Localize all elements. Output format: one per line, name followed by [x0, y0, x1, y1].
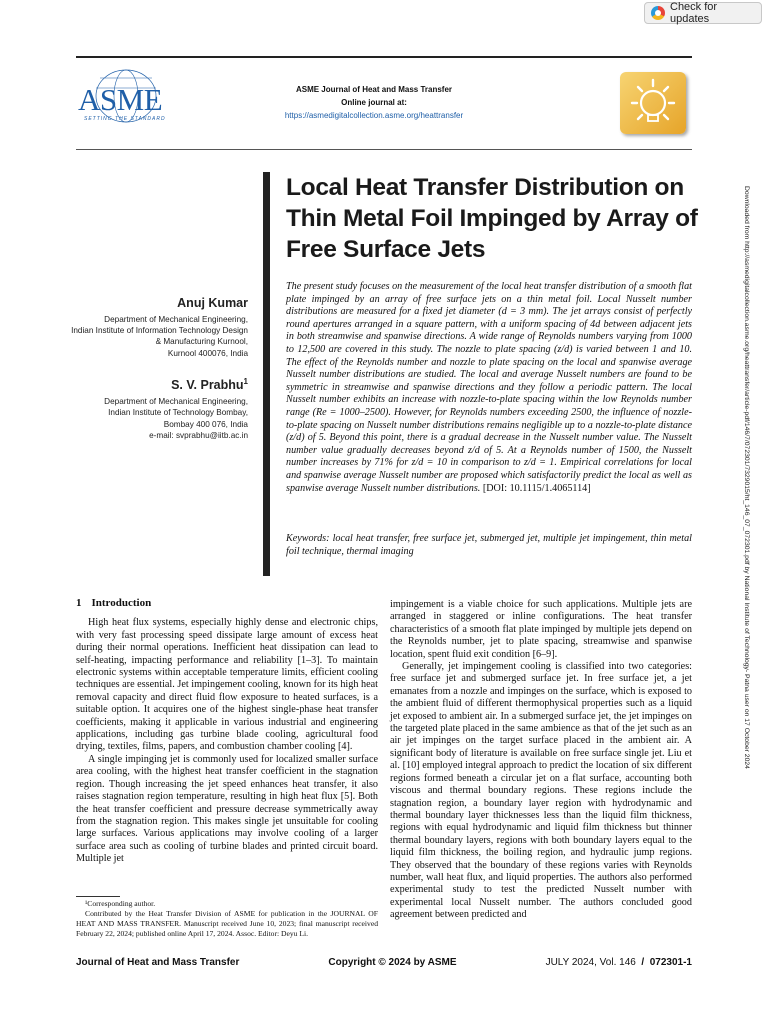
check-for-updates-button[interactable]: [644, 2, 762, 24]
abstract: [286, 281, 692, 495]
author-affiliation-line: Kurnool 400076, India: [167, 348, 248, 358]
asme-logo-tagline: SETTING THE STANDARD: [84, 116, 166, 122]
author-affiliation-line: Department of Mechanical Engineering,: [104, 315, 248, 324]
author-affiliation-line: & Manufacturing Kurnool,: [155, 337, 248, 347]
body-paragraph: Generally, jet impingement cooling is classified into two categories: free surface jet and submerged surface jet. In free surface jet, a jet emanates from a nozzle and impinges on the surface, which is exposed to the ambient fluid of different thermophysical properties such as a liquid jet exposed to ambient air. In a submerged surface jet, the jet impinges on the targeted plate placed in the same ambience as that of the jet such as an air jet impinges on the target surface placed in the ambient air. A significant body of literature is available on free surface single jet. Liu et al. [10] employed integral approach to predict the location of six different regions formed beneath a circular jet on a flat surface, accounting both viscous and thermal boundary regions. These regions include the stagnation region, a boundary layer region with hydrodynamic and thermal boundary layer thicknesses less than the liquid film thickness, regions with equal hydrodynamic and liquid film thickness but thinner thermal boundary layers, regions with both boundary layers equal to the liquid film thickness, the boiling region, and hydraulic jump regions. They observed that the boundary of these regions varies with Reynolds number, wall heat flux, and liquid properties. The authors also performed experimental study to test the predicted Nusselt number with experimental local Nusselt number. The authors concluded good agreement between predicted and: [390, 661, 692, 921]
doi-link[interactable]: [DOI: 10.1115/1.4065114]: [482, 482, 591, 494]
body-paragraph: impingement is a viable choice for such applications. Multiple jets are arranged in staggered or inline configurations. The heat transfer characteristics of a smooth flat plate impinged by multiple jets depend on the Reynolds number, jet to plate spacing, streamwise and spanwise location, spent fluid exit condition [6–9].: [390, 599, 692, 660]
crossmark-icon: [651, 6, 665, 20]
page-footer: [76, 957, 692, 968]
footnotes: [76, 899, 378, 939]
footer-issue-page: JULY 2024, Vol. 146 / 072301-1: [545, 957, 692, 968]
author-affiliation-line: Bombay 400 076, India: [163, 419, 248, 429]
online-journal-label: Online journal at:: [341, 98, 407, 107]
asme-logo-text: ASME: [78, 82, 163, 117]
body-column-right: [390, 599, 692, 922]
author-email-link[interactable]: e-mail: svprabhu@iitb.ac.in: [149, 430, 248, 440]
journal-url-link[interactable]: https://asmedigitalcollection.asme.org/heattransfer: [284, 111, 464, 120]
abstract-text: The present study focuses on the measurement of the local heat transfer distribution of a smooth flat plate impinged by an array of free surface jets on a thin metal foil. Local Nusselt number distributions are measured for a fixed jet diameter (d = 3 mm). The jet arrays consist of perfectly round apertures arranged in a square pattern, with a uniform spacing of 4d between adjacent jets in both streamwise and spanwise directions. A wide range of Reynolds numbers varying from 1000 to 12,500 are covered in this study. The nozzle to plate spacing (z/d) is varied between 1 and 10. The effect of the Reynolds number and nozzle to plate spacing on the local and spanwise average Nusselt number distributions are studied. The local and average Nusselt numbers are found to be symmetric in streamwise and spanwise directions and they follow a periodic pattern. The local Nusselt number exhibits an increase with nozzle-to-plate spacing within the low Reynolds number range (Re = 1000–2500). However, for Reynolds numbers exceeding 2500, the influence of nozzle-to-plate spacing on Nusselt number distributions remains negligible up to a nozzle-to-plate distance (z/d) of 5. Beyond this point, there is a gradual decrease in the Nusselt number value. The Nusselt number value gradually decreases beyond z/d of 5. At a Reynolds number of 1500, the Nusselt number increases by 71% for z/d = 10 in comparison to z/d = 1. Empirical correlations for local and spanwise average Nusselt number are proposed which satisfactorily predict the local as well as spanwise average Nusselt number distributions.: [286, 281, 692, 494]
journal-header: [240, 83, 508, 122]
download-watermark: Downloaded from http://asmedigitalcollection.asme.org/heattransfer/article-pdf/146/7/072301/7329015/ht_146_07_072301.pdf by National Institute of Technology- Patna user on 17 October 2024: [743, 186, 750, 769]
header-bottom-rule: [76, 149, 692, 150]
title-accent-bar: [263, 172, 270, 576]
footer-journal-name: Journal of Heat and Mass Transfer: [76, 957, 240, 968]
header-top-rule: [76, 56, 692, 58]
footnote-rule: [76, 896, 120, 897]
body-column-left: [76, 597, 378, 866]
footnote-corresponding: ¹Corresponding author.: [85, 899, 156, 908]
journal-name: ASME Journal of Heat and Mass Transfer: [295, 85, 453, 94]
author-affiliation-line: Department of Mechanical Engineering,: [104, 397, 248, 407]
journal-cover-icon: [620, 72, 686, 134]
author-name: Anuj Kumar: [177, 296, 248, 310]
author-affiliation-line: Indian Institute of Technology Bombay,: [108, 408, 248, 418]
check-for-updates-label: Check for updates: [670, 1, 718, 25]
corresponding-author-mark: 1: [243, 377, 248, 386]
body-paragraph: High heat flux systems, especially highly dense and electronic chips, with very fast processing speed dissipate large amount of excess heat during their normal operations. Inefficient heat dissipation can lead to self-heating, impacting performance and reliability [1–3]. To maintain electronic systems within acceptable temperature limits, efficient cooling techniques are essential. Jet impingement cooling, known for its high heat removal capacity and direct fluid flow exposure to heated surfaces, is a suitable option. It acquires one of the highest single-phase heat transfer coefficients, making it applicable in various industrial and engineering applications, including gas turbine blade cooling, agricultural food drying, textiles, films, papers, and combustion chamber cooling [4].: [76, 617, 378, 753]
sun-lightbulb-icon: [620, 72, 686, 134]
author-block-2: [104, 374, 248, 441]
footer-copyright: Copyright © 2024 by ASME: [328, 957, 457, 968]
keywords: Keywords: local heat transfer, free surface jet, submerged jet, multiple jet impingement, thin metal foil technique, thermal imaging: [286, 533, 692, 557]
section-heading: 1 Introduction: [76, 597, 152, 609]
footnote-contributed: Contributed by the Heat Transfer Division of ASME for publication in the JOURNAL OF HEAT AND MASS TRANSFER. Manuscript received June 10, 2023; final manuscript received February 22, 2024; published online April 17, 2024. Assoc. Editor: Deyu Li.: [76, 909, 378, 938]
paper-title: Local Heat Transfer Distribution on Thin Metal Foil Impinged by Array of Free Surface Jets: [286, 174, 698, 263]
author-block-1: [71, 295, 248, 359]
body-paragraph: A single impinging jet is commonly used for localized smaller surface area cooling, with the highest heat transfer coefficient in the stagnation region. Though increasing the jet speed enhances heat transfer, it also raises stagnation region temperature, resulting in high heat flux [5]. Both the heat transfer coefficient and pressure decrease symmetrically away from the stagnation region. This makes single jet unsuitable for cooling large surfaces. Various applications may involve cooling of a larger surface area such as cooling of turbine blades and printed circuit board. Multiple jet: [76, 753, 378, 865]
author-affiliation-line: Indian Institute of Information Technology Design: [71, 326, 248, 336]
asme-logo: [78, 68, 174, 128]
author-name: S. V. Prabhu$^1$: [171, 377, 248, 393]
